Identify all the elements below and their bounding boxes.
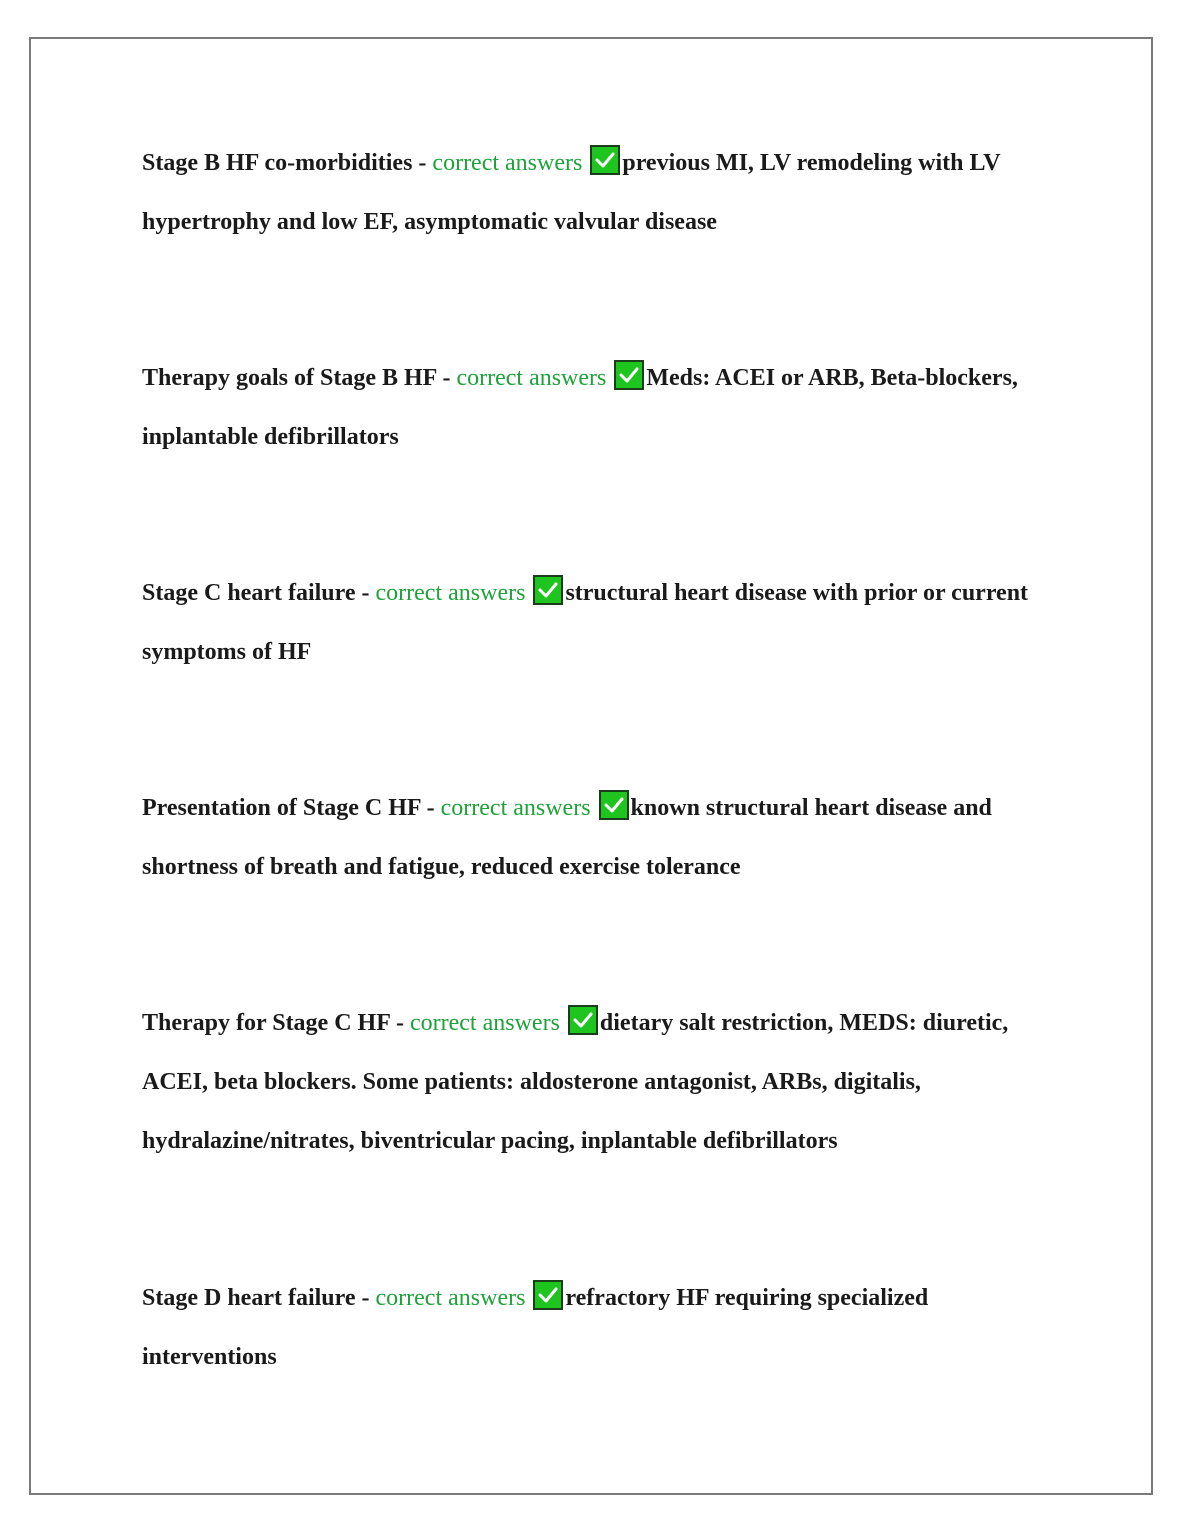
entry-term: Therapy goals of Stage B HF (142, 365, 437, 391)
entry-definition: dietary salt restriction, MEDS: diuretic, ACEI, beta blockers. Some patients: aldosterone antagonist, ARBs, digitalis, hydralazine/nitrates, biventricular pacing, inplantable defibrillators (142, 1010, 1009, 1154)
entry-separator: - (355, 580, 376, 606)
check-mark-icon (599, 790, 629, 820)
entry-term: Stage D heart failure (142, 1285, 356, 1311)
flashcard-entry (142, 779, 1047, 897)
entry-separator: - (389, 1010, 410, 1036)
entry-definition: structural heart disease with prior or current symptoms of HF (142, 580, 1029, 665)
flashcard-entry (142, 349, 1047, 467)
entry-separator: - (420, 795, 441, 821)
correct-answers-label: correct answers (409, 1010, 560, 1036)
entry-separator: - (436, 365, 457, 391)
entry-definition: refractory HF requiring specialized interventions (142, 1285, 929, 1370)
correct-answers-label: correct answers (375, 580, 526, 606)
correct-answers-label: correct answers (456, 365, 607, 391)
check-mark-icon (533, 1280, 563, 1310)
flashcard-entry (142, 994, 1047, 1171)
entry-definition: previous MI, LV remodeling with LV hypertrophy and low EF, asymptomatic valvular disease (142, 150, 1001, 235)
document-page (29, 37, 1153, 1495)
entry-term: Therapy for Stage C HF (142, 1010, 390, 1036)
entry-separator: - (412, 150, 433, 176)
correct-answers-label: correct answers (440, 795, 591, 821)
correct-answers-label: correct answers (375, 1285, 526, 1311)
entry-term: Stage B HF co-morbidities (142, 150, 413, 176)
entry-definition: Meds: ACEI or ARB, Beta-blockers, inplantable defibrillators (142, 365, 1018, 450)
entry-separator: - (355, 1285, 376, 1311)
flashcard-entry (142, 134, 1047, 252)
check-mark-icon (614, 360, 644, 390)
check-mark-icon (568, 1005, 598, 1035)
flashcard-entry (142, 564, 1047, 682)
entry-definition: known structural heart disease and shortness of breath and fatigue, reduced exercise tolerance (142, 795, 992, 880)
entry-term: Stage C heart failure (142, 580, 356, 606)
check-mark-icon (590, 145, 620, 175)
check-mark-icon (533, 575, 563, 605)
flashcard-entry (142, 1269, 1047, 1387)
entry-term: Presentation of Stage C HF (142, 795, 421, 821)
correct-answers-label: correct answers (432, 150, 583, 176)
